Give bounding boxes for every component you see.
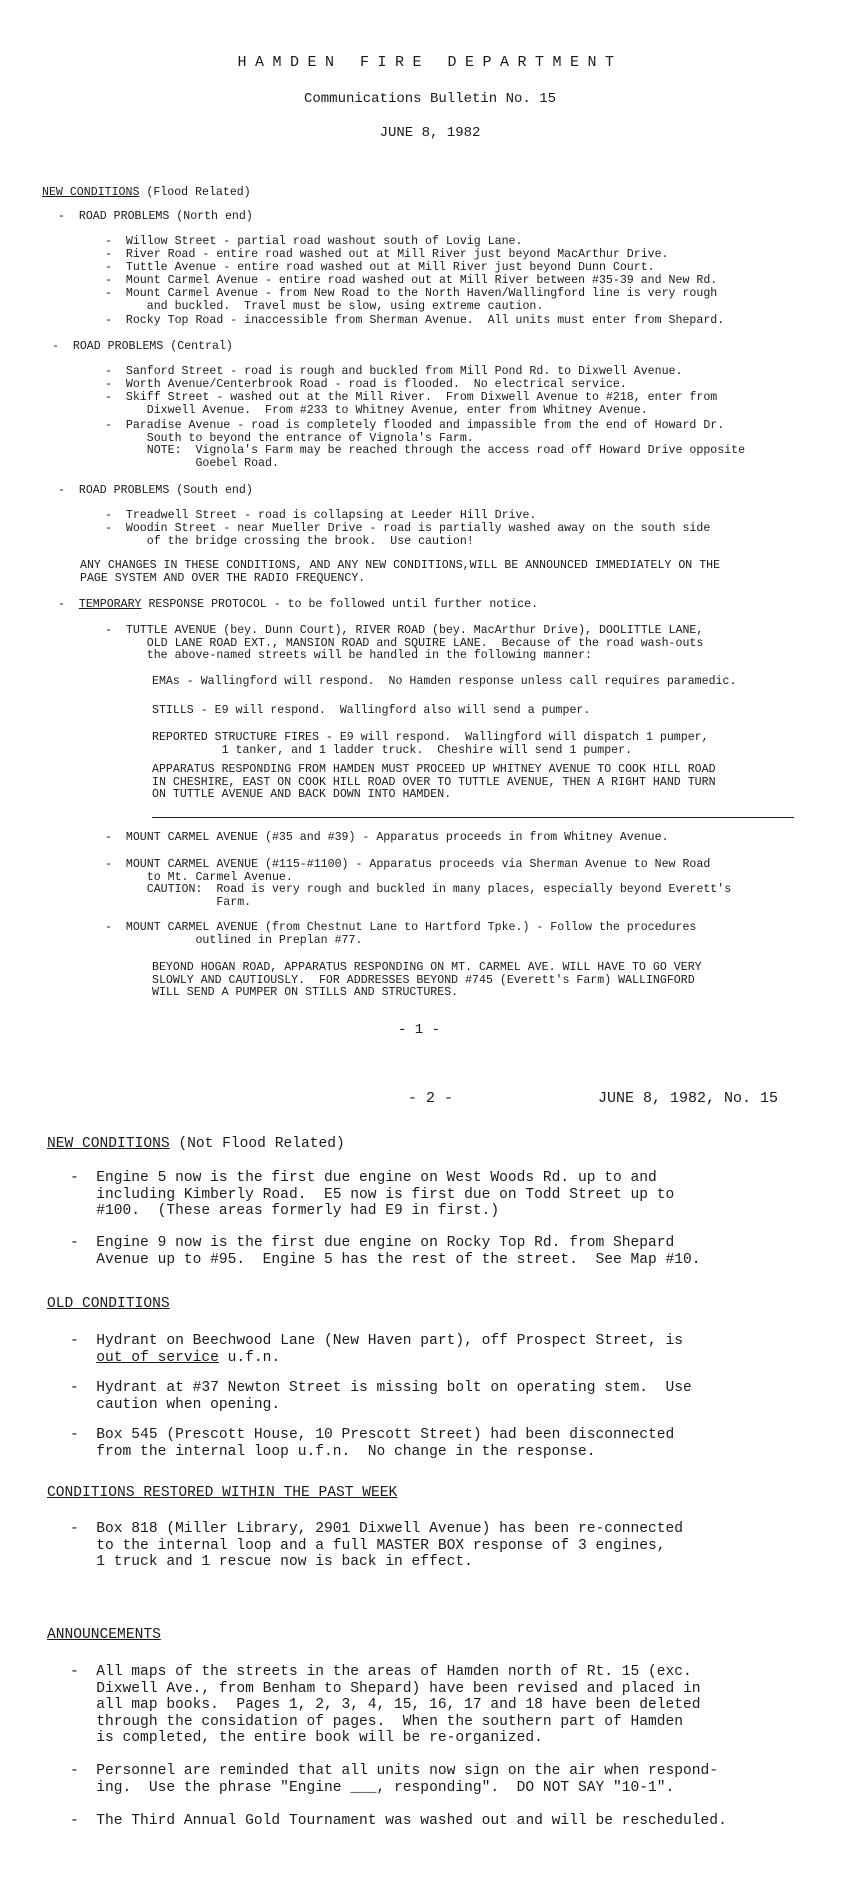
list-item: - Box 545 (Prescott House, 10 Prescott Street) had been disconnected from the internal loop u.f.n. No change in the response. (70, 1427, 675, 1460)
subsection-central: - ROAD PROBLEMS (Central) (52, 340, 233, 353)
subsection-north: - ROAD PROBLEMS (North end) (58, 210, 253, 223)
bullet: - (58, 598, 79, 611)
divider-line (152, 817, 794, 818)
section-heading-new-conditions (47, 1136, 345, 1153)
heading-text: NEW CONDITIONS (47, 1136, 170, 1152)
list-item: - River Road - entire road washed out at Mill River just beyond MacArthur Drive. (105, 248, 669, 261)
section-heading-announcements (47, 1627, 161, 1644)
list-item: - Rocky Top Road - inaccessible from Sherman Avenue. All units must enter from Shepard. (105, 314, 725, 327)
section-heading-conditions-restored (47, 1485, 397, 1502)
heading-text: ANNOUNCEMENTS (47, 1627, 161, 1643)
list-item: - MOUNT CARMEL AVENUE (#35 and #39) - Apparatus proceeds in from Whitney Avenue. (105, 831, 669, 844)
list-item: - Engine 5 now is the first due engine on West Woods Rd. up to and including Kimberly Road. E5 now is first due on Todd Street up to #100. (These areas formerly had E9 in first.) (70, 1170, 675, 1219)
page-number: - 1 - (398, 1022, 441, 1038)
protocol-streets: - TUTTLE AVENUE (bey. Dunn Court), RIVER ROAD (bey. MacArthur Drive), DOOLITTLE LANE, OLD LANE ROAD EXT., MANSION ROAD and SQUIRE LANE. Because of the road wash-outs the above-named streets will be handled in the following manner: (105, 624, 704, 663)
heading-text: OLD CONDITIONS (47, 1296, 170, 1312)
list-item: - Woodin Street - near Mueller Drive - road is partially washed away on the south side of the bridge crossing the brook. Use caution! (105, 522, 711, 548)
list-item: - Engine 9 now is the first due engine on Rocky Top Rd. from Shepard Avenue up to #95. Engine 5 has the rest of the street. See Map #10. (70, 1235, 701, 1268)
protocol-apparatus-route: APPARATUS RESPONDING FROM HAMDEN MUST PROCEED UP WHITNEY AVENUE TO COOK HILL ROAD IN CHESHIRE, EAST ON COOK HILL ROAD OVER TO TUTTLE AVENUE, THEN A RIGHT HAND TURN ON TUTTLE AVENUE AND BACK DOWN INTO HAMDEN. (152, 763, 716, 802)
protocol-emas: EMAs - Wallingford will respond. No Hamden response unless call requires paramedic. (152, 675, 737, 688)
list-item: - Treadwell Street - road is collapsing at Leeder Hill Drive. (105, 509, 537, 522)
bulletin-page-2 (0, 1070, 860, 1900)
list-item: - Worth Avenue/Centerbrook Road - road is flooded. No electrical service. (105, 378, 627, 391)
protocol-structure-fires: REPORTED STRUCTURE FIRES - E9 will respond. Wallingford will dispatch 1 pumper, 1 tanker, and 1 ladder truck. Cheshire will send 1 pumper. (152, 731, 709, 757)
subsection-south: - ROAD PROBLEMS (South end) (58, 484, 253, 497)
heading-rest: RESPONSE PROTOCOL - to be followed until further notice. (141, 598, 539, 611)
bulletin-date: JUNE 8, 1982 (379, 125, 481, 141)
heading-suffix: (Not Flood Related) (169, 1136, 345, 1152)
item-text: - Hydrant on Beechwood Lane (New Haven part), off Prospect Street, is (70, 1333, 684, 1349)
heading-suffix: (Flood Related) (139, 186, 251, 199)
list-item: - The Third Annual Gold Tournament was washed out and will be rescheduled. (70, 1813, 727, 1829)
list-item: - Mount Carmel Avenue - from New Road to the North Haven/Wallingford line is very rough and buckled. Travel must be slow, using extreme caution. (105, 287, 718, 313)
changes-notice: ANY CHANGES IN THESE CONDITIONS, AND ANY NEW CONDITIONS,WILL BE ANNOUNCED IMMEDIATELY ON THE PAGE SYSTEM AND OVER THE RADIO FREQUENCY. (80, 559, 721, 585)
page-number: - 2 - (408, 1090, 454, 1107)
protocol-stills: STILLS - E9 will respond. Wallingford also will send a pumper. (152, 704, 591, 717)
bulletin-number: Communications Bulletin No. 15 (303, 91, 557, 107)
list-item: - Tuttle Avenue - entire road washed out at Mill River just beyond Dunn Court. (105, 261, 655, 274)
list-item: - Sanford Street - road is rough and buckled from Mill Pond Rd. to Dixwell Avenue. (105, 365, 683, 378)
section-heading-new-conditions-flood (42, 187, 251, 200)
list-item: - MOUNT CARMEL AVENUE (#115-#1100) - Apparatus proceeds via Sherman Avenue to New Road to Mt. Carmel Avenue. CAUTION: Road is very rough and buckled in many places, especially beyond Everett's Farm. (105, 858, 732, 909)
list-item: - Mount Carmel Avenue - entire road washed out at Mill River between #35-39 and New Rd. (105, 274, 718, 287)
list-item: - Skiff Street - washed out at the Mill River. From Dixwell Avenue to #218, enter from Dixwell Avenue. From #233 to Whitney Avenue, enter from Whitney Avenue. (105, 391, 718, 417)
heading-text: TEMPORARY (78, 598, 142, 611)
list-item: - Willow Street - partial road washout south of Lovig Lane. (105, 235, 523, 248)
list-item: - Hydrant at #37 Newton Street is missing bolt on operating stem. Use caution when opening. (70, 1380, 692, 1413)
header-date: JUNE 8, 1982, No. 15 (598, 1090, 779, 1107)
list-item (70, 1333, 683, 1366)
section-heading-old-conditions (47, 1296, 170, 1313)
department-title: HAMDEN FIRE DEPARTMENT (237, 54, 623, 71)
list-item: - All maps of the streets in the areas of Hamden north of Rt. 15 (exc. Dixwell Ave., from Benham to Shepard) have been revised and placed in all map books. Pages 1, 2, 3, 4, 15, 16, 17 and 18 have been deleted through the considation of pages. When the southern part of Hamden is completed, the entire book will be re-organized. (70, 1664, 701, 1746)
list-item: - Personnel are reminded that all units now sign on the air when respond- ing. Use the phrase "Engine ___, responding". DO NOT SAY "10-1". (70, 1763, 719, 1796)
list-item: - Paradise Avenue - road is completely flooded and impassible from the end of Howard Dr. South to beyond the entrance of Vignola's Farm. NOTE: Vignola's Farm may be reached through the access road off Howard Drive opposite Goebel Road. (105, 419, 746, 470)
heading-text: CONDITIONS RESTORED WITHIN THE PAST WEEK (47, 1485, 398, 1501)
heading-text: NEW CONDITIONS (42, 186, 140, 199)
beyond-hogan-notice: BEYOND HOGAN ROAD, APPARATUS RESPONDING ON MT. CARMEL AVE. WILL HAVE TO GO VERY SLOWLY AND CAUTIOUSLY. FOR ADDRESSES BEYOND #745 (Everett's Farm) WALLINGFORD WILL SEND A PUMPER ON STILLS AND STRUCTURES. (152, 961, 702, 1000)
list-item: - Box 818 (Miller Library, 2901 Dixwell Avenue) has been re-connected to the internal loop and a full MASTER BOX response of 3 engines, 1 truck and 1 rescue now is back in effect. (70, 1521, 684, 1570)
out-of-service-text: out of service (96, 1349, 219, 1366)
section-heading-temporary-protocol (58, 599, 538, 612)
list-item: - MOUNT CARMEL AVENUE (from Chestnut Lane to Hartford Tpke.) - Follow the procedures outlined in Preplan #77. (105, 921, 697, 947)
item-tail: u.f.n. (218, 1349, 281, 1366)
